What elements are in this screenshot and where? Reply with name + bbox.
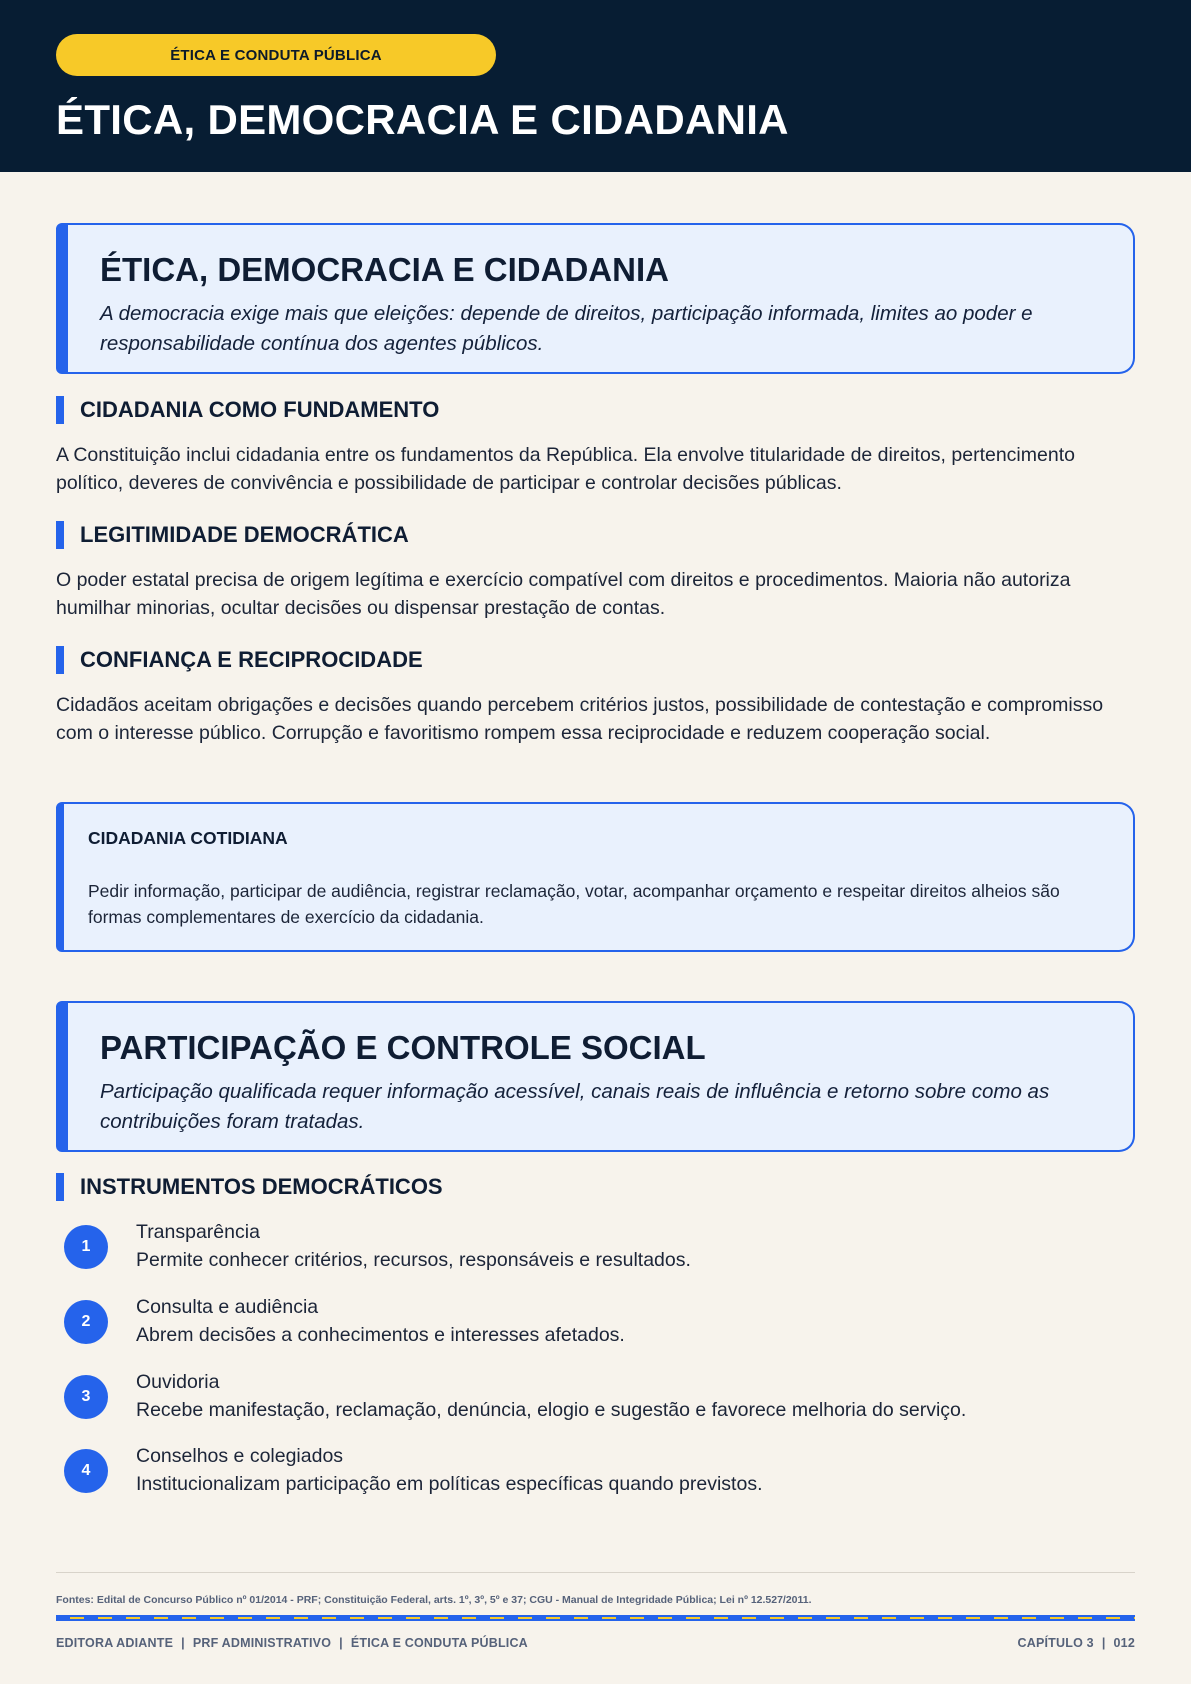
footer-publisher: EDITORA ADIANTE bbox=[56, 1636, 174, 1650]
list-item-title: Consulta e audiência bbox=[136, 1296, 319, 1318]
footer-separator: | bbox=[1101, 1636, 1106, 1650]
callout-title: CIDADANIA COTIDIANA bbox=[88, 828, 288, 848]
section-intro-box bbox=[56, 223, 1135, 374]
section-title: PARTICIPAÇÃO E CONTROLE SOCIAL bbox=[100, 1029, 706, 1066]
footer-page-info bbox=[1018, 1636, 1135, 1650]
topic-paragraph: Cidadãos aceitam obrigações e decisões quando percebem critérios justos, possibilidade de contestação e compromisso com o interesse público. Corrupção e favoritismo rompem essa reciprocidade e reduzem cooperação social. bbox=[56, 694, 1104, 744]
topic-heading: CONFIANÇA E RECIPROCIDADE bbox=[56, 646, 423, 674]
footer-stripe bbox=[56, 1615, 1135, 1621]
list-item-title: Conselhos e colegiados bbox=[136, 1445, 344, 1467]
list-item-description: Abrem decisões a conhecimentos e interesses afetados. bbox=[136, 1324, 625, 1346]
list-item-description: Recebe manifestação, reclamação, denúncia, elogio e sugestão e favorece melhoria do serviço. bbox=[136, 1399, 967, 1421]
footer-divider bbox=[56, 1572, 1135, 1573]
step-number-badge: 1 bbox=[64, 1225, 108, 1269]
footer-subject: ÉTICA E CONDUTA PÚBLICA bbox=[350, 1636, 528, 1650]
footer-course: PRF ADMINISTRATIVO bbox=[192, 1636, 332, 1650]
list-item bbox=[64, 1369, 1134, 1429]
category-badge: ÉTICA E CONDUTA PÚBLICA bbox=[56, 34, 496, 76]
footer-separator: | bbox=[181, 1636, 185, 1650]
page-header bbox=[0, 0, 1191, 172]
sources-note: Fontes: Edital de Concurso Público nº 01/2014 - PRF; Constituição Federal, arts. 1º, 3º, 5º e 37; CGU - Manual de Integridade Pública; Lei nº 12.527/2011. bbox=[56, 1594, 812, 1606]
footer-chapter: CAPÍTULO 3 bbox=[1017, 1636, 1094, 1650]
callout-text: Pedir informação, participar de audiência, registrar reclamação, votar, acompanhar orçamento e respeitar direitos alheios são formas complementares de exercício da cidadania. bbox=[88, 881, 1060, 927]
footer-running-head bbox=[56, 1636, 528, 1650]
topic-paragraph: A Constituição inclui cidadania entre os fundamentos da República. Ela envolve titularidade de direitos, pertencimento político, deveres de convivência e possibilidade de participar e controlar decisões públicas. bbox=[56, 444, 1075, 494]
topic-heading: CIDADANIA COMO FUNDAMENTO bbox=[56, 396, 439, 424]
section-title: ÉTICA, DEMOCRACIA E CIDADANIA bbox=[100, 251, 669, 288]
list-item-description: Institucionalizam participação em políticas específicas quando previstos. bbox=[136, 1473, 763, 1495]
page-title: ÉTICA, DEMOCRACIA E CIDADANIA bbox=[56, 96, 789, 143]
list-item-title: Ouvidoria bbox=[136, 1371, 220, 1393]
section-subtitle: A democracia exige mais que eleições: depende de direitos, participação informada, limites ao poder e responsabilidade contínua dos agentes públicos. bbox=[100, 302, 1033, 355]
list-item-title: Transparência bbox=[136, 1221, 260, 1243]
list-item bbox=[64, 1219, 1134, 1279]
step-number-badge: 3 bbox=[64, 1375, 108, 1419]
list-item-description: Permite conhecer critérios, recursos, responsáveis e resultados. bbox=[136, 1249, 691, 1271]
callout-box bbox=[56, 802, 1135, 952]
section-subtitle: Participação qualificada requer informação acessível, canais reais de influência e retorno sobre como as contribuições foram tratadas. bbox=[100, 1080, 1050, 1133]
list-item bbox=[64, 1294, 1134, 1354]
list-item bbox=[64, 1443, 1134, 1503]
topic-heading: INSTRUMENTOS DEMOCRÁTICOS bbox=[56, 1173, 443, 1201]
step-number-badge: 4 bbox=[64, 1449, 108, 1493]
topic-heading: LEGITIMIDADE DEMOCRÁTICA bbox=[56, 521, 409, 549]
step-number-badge: 2 bbox=[64, 1300, 108, 1344]
topic-paragraph: O poder estatal precisa de origem legítima e exercício compatível com direitos e procedimentos. Maioria não autoriza humilhar minorias, ocultar decisões ou dispensar prestação de contas. bbox=[56, 569, 1071, 619]
footer-separator: | bbox=[339, 1636, 343, 1650]
page-number: 012 bbox=[1113, 1636, 1135, 1650]
section-intro-box bbox=[56, 1001, 1135, 1152]
